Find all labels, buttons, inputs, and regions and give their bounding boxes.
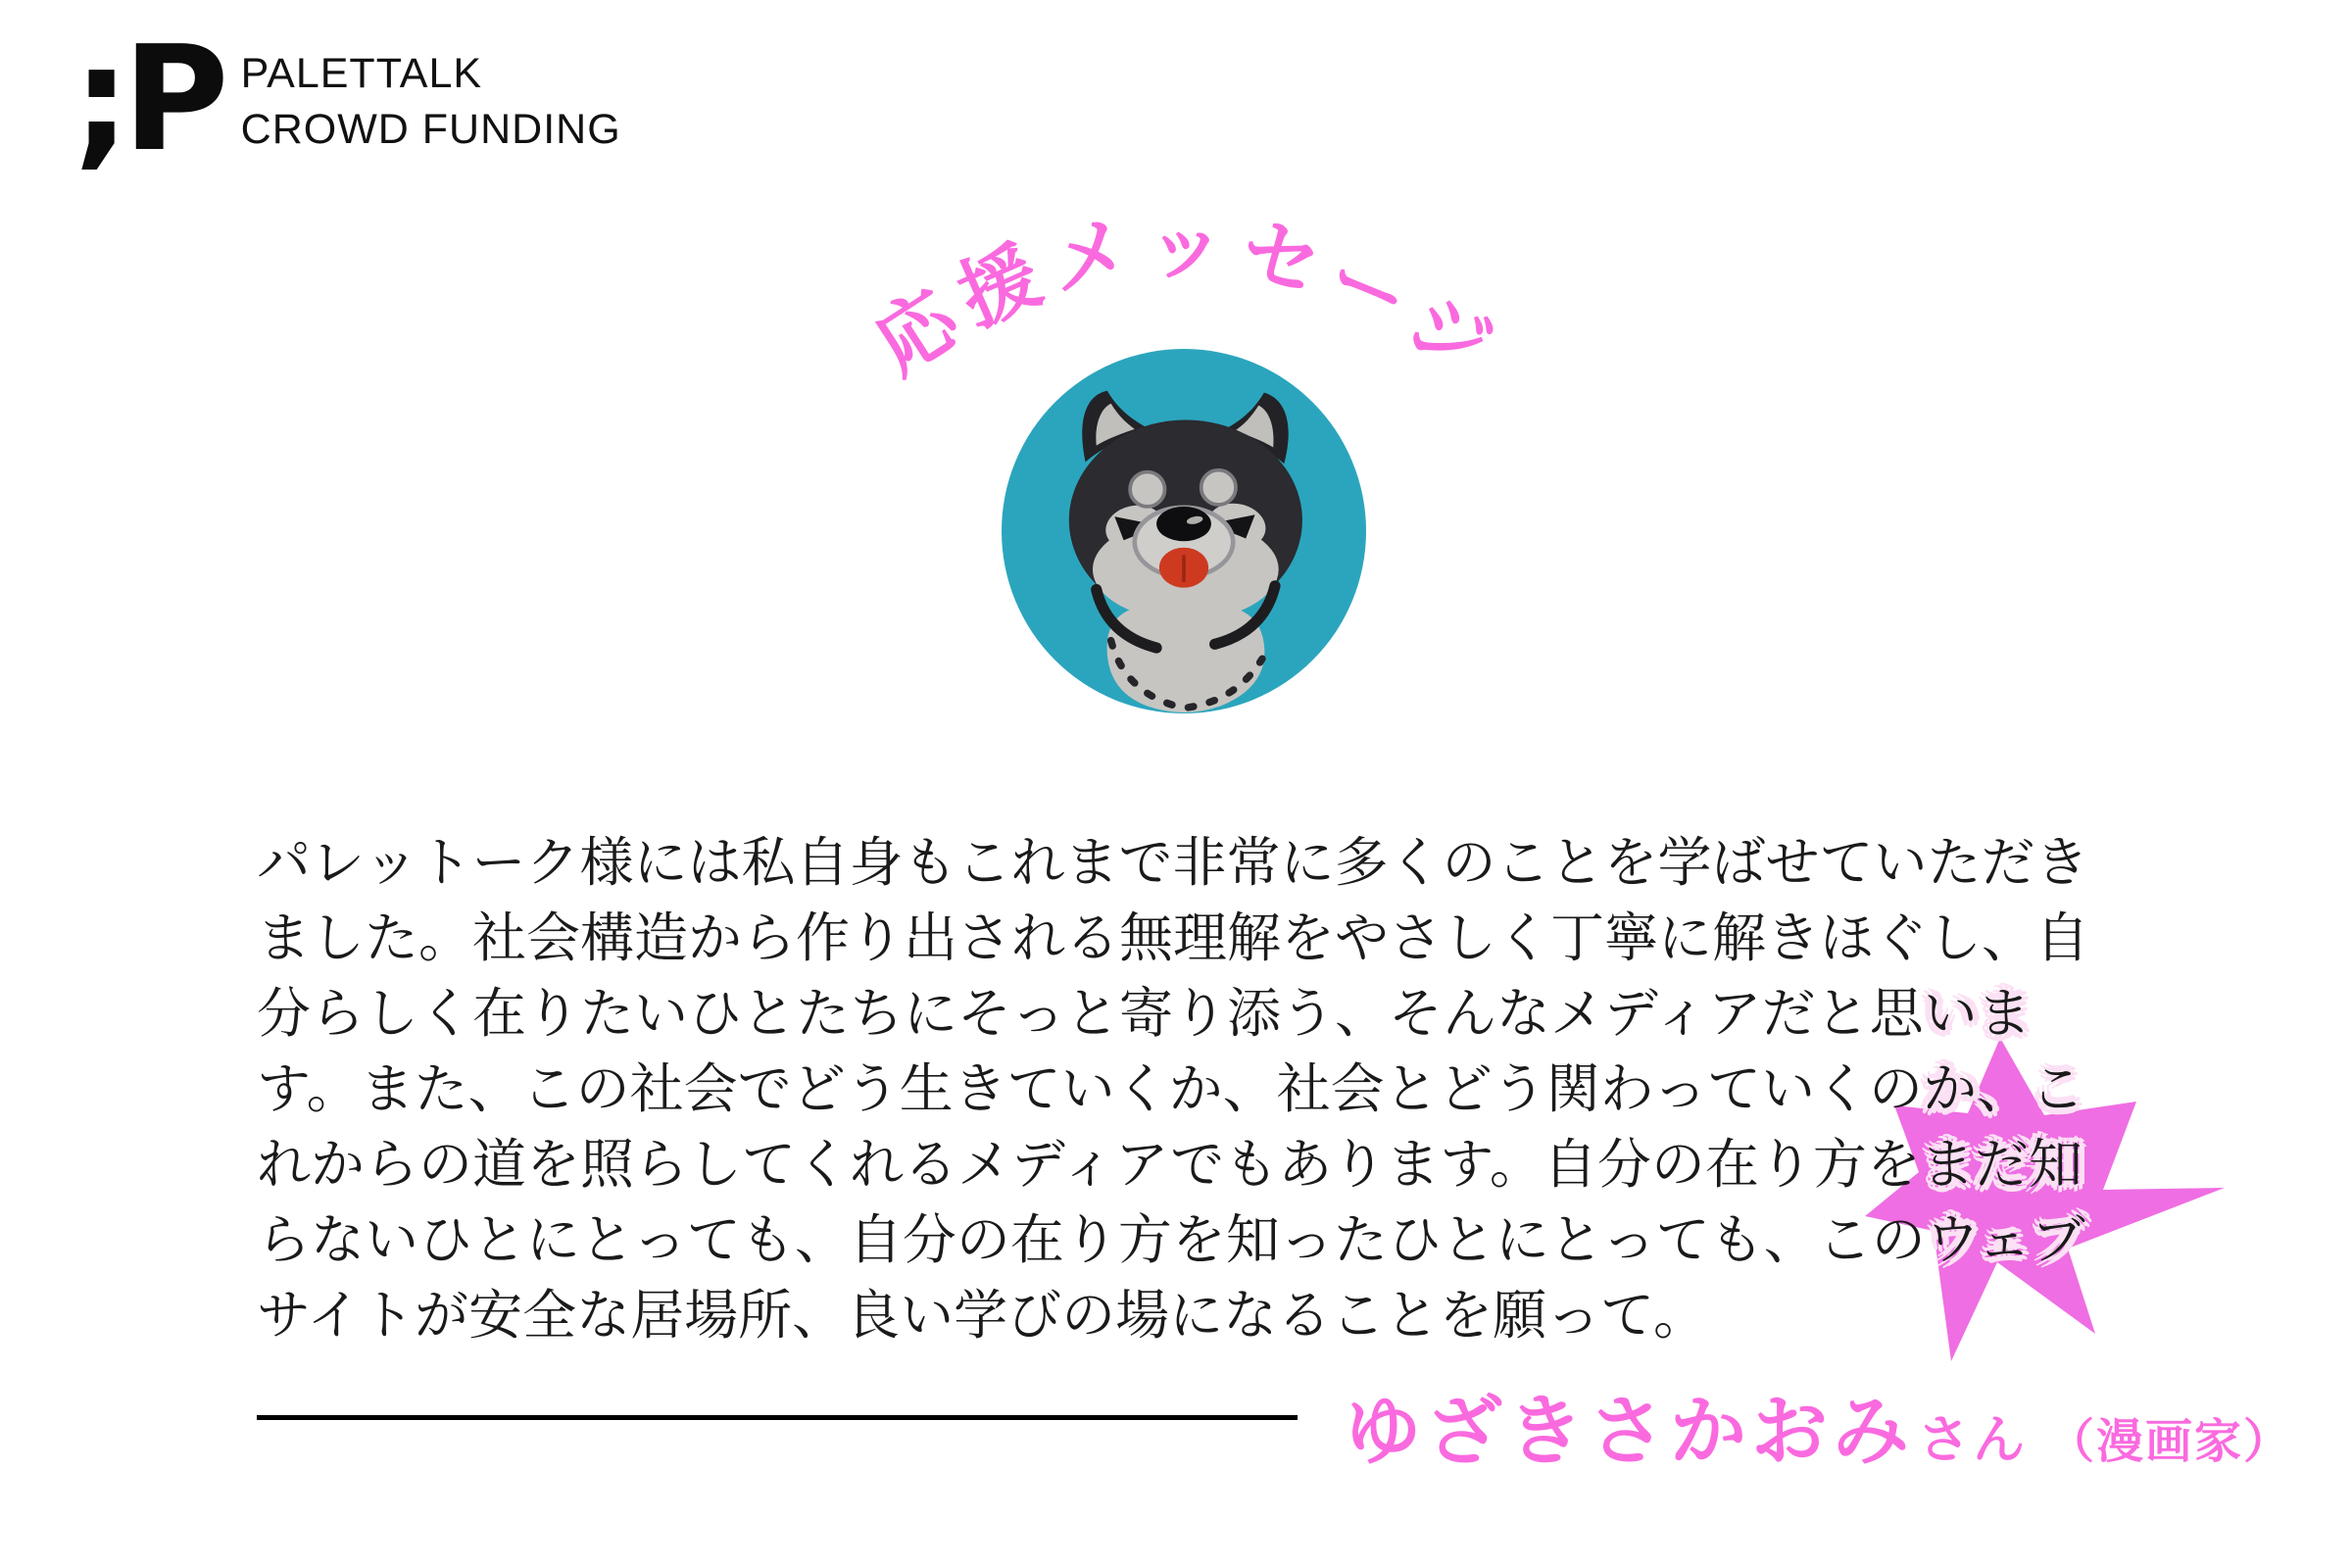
dog-tongue (1159, 548, 1208, 588)
message-highlighted-text: いま (1923, 983, 2032, 1044)
signature-divider (257, 1415, 1298, 1420)
message-line: パレットーク様には私自身もこれまで非常に多くのことを学ばせていただき (257, 832, 2089, 893)
message-highlighted-text: まだ知 (1920, 1134, 2082, 1195)
signature-honorific: さん (1918, 1411, 2029, 1469)
message-line: らないひとにとっても、自分の在り方を知ったひとにとっても、このウェブ (257, 1209, 2085, 1270)
message-highlighted-text: か、こ (1923, 1058, 2085, 1119)
signature-title: （漫画家） (2047, 1416, 2293, 1468)
brand-subtitle: CROWD FUNDING (240, 106, 621, 153)
message-line: す。また、この社会でどう生きていくか、社会とどう関わっていくのか、こ (257, 1058, 2085, 1119)
avatar (1002, 349, 1366, 713)
brand-name: PALETTALK (240, 50, 483, 97)
signature-name: ゆざきさかおみ (1345, 1388, 1915, 1474)
signature (1345, 1370, 2292, 1480)
shiba-dog-icon (1002, 349, 1366, 713)
message-highlighted-text: ウェブ (1925, 1209, 2085, 1270)
brand-header (73, 15, 621, 183)
message-text (257, 825, 2168, 1353)
arc-title-text: 応援メッセージ (859, 201, 1515, 400)
message-line: れからの道を照らしてくれるメディアでもあります。自分の在り方をまだ知 (257, 1134, 2082, 1195)
palettalk-logo-icon: ;P (73, 15, 221, 183)
brand-text (240, 50, 621, 175)
message-line: ました。社会構造から作り出される無理解をやさしく丁寧に解きほぐし、自 (257, 907, 2090, 968)
message-line: 分らしく在りたいひとたちにそっと寄り添う、そんなメディアだと思いま (257, 983, 2032, 1044)
dog-nose (1156, 507, 1211, 541)
message-line: サイトが安全な居場所、良い学びの場になることを願って。 (257, 1285, 1708, 1346)
